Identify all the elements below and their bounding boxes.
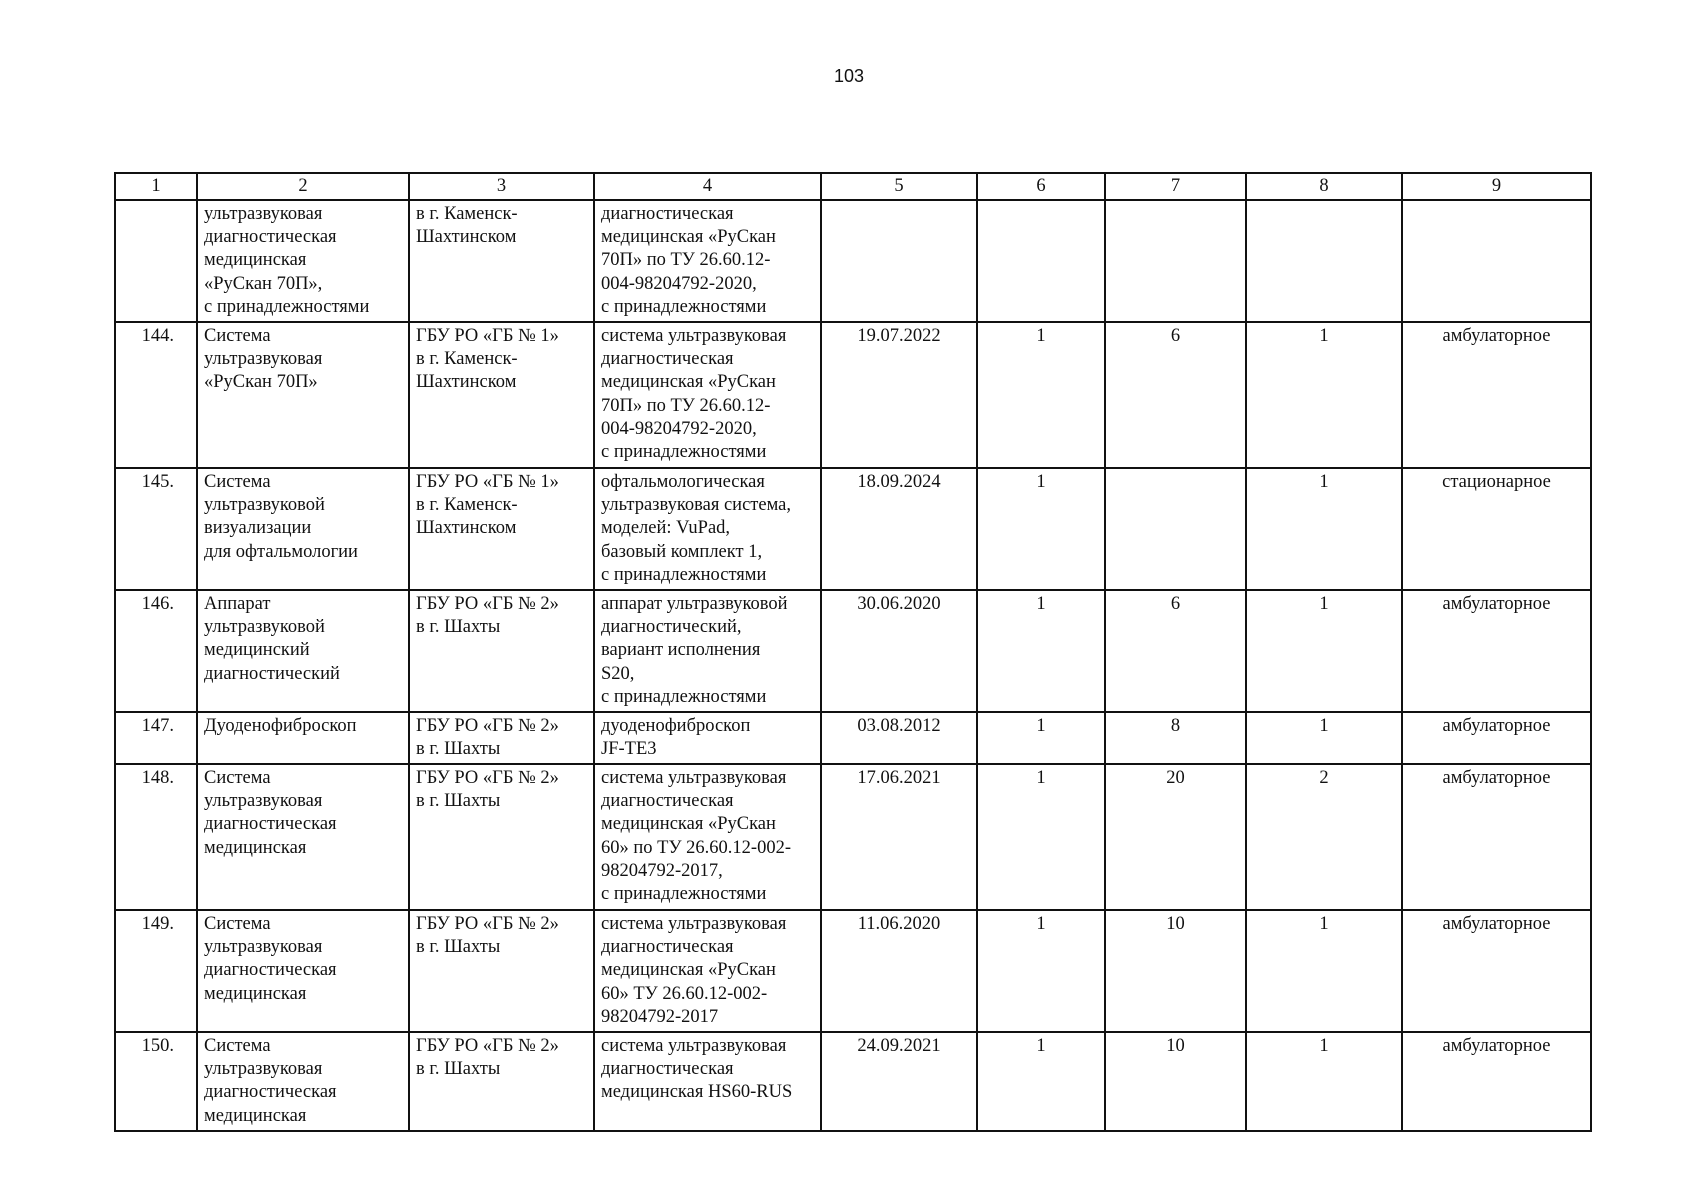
column-6-cell: 1 [977, 910, 1105, 1032]
table-row-continuation [115, 200, 1591, 322]
column-8-cell: 2 [1246, 764, 1402, 910]
date-cell [821, 200, 977, 322]
date-cell: 19.07.2022 [821, 322, 977, 468]
column-number: 8 [1246, 173, 1402, 200]
date-cell: 17.06.2021 [821, 764, 977, 910]
table-row [115, 764, 1591, 910]
row-number-cell: 144. [115, 322, 197, 468]
equipment-name-cell: Система ультразвуковая диагностическая медицинская [197, 1032, 409, 1131]
model-cell: система ультразвуковая диагностическая медицинская HS60-RUS [594, 1032, 821, 1131]
date-cell: 24.09.2021 [821, 1032, 977, 1131]
column-7-cell [1105, 468, 1246, 590]
column-7-cell [1105, 200, 1246, 322]
column-8-cell: 1 [1246, 468, 1402, 590]
column-6-cell: 1 [977, 1032, 1105, 1131]
column-number: 3 [409, 173, 594, 200]
model-cell: система ультразвуковая диагностическая медицинская «РуСкан 60» ТУ 26.60.12-002- 98204792-2017 [594, 910, 821, 1032]
organization-cell: ГБУ РО «ГБ № 2» в г. Шахты [409, 764, 594, 910]
equipment-name-cell: Система ультразвуковой визуализации для офтальмологии [197, 468, 409, 590]
organization-cell: ГБУ РО «ГБ № 1» в г. Каменск- Шахтинском [409, 468, 594, 590]
model-cell: диагностическая медицинская «РуСкан 70П» по ТУ 26.60.12- 004-98204792-2020, с принадлежностями [594, 200, 821, 322]
organization-cell: ГБУ РО «ГБ № 2» в г. Шахты [409, 712, 594, 764]
column-8-cell [1246, 200, 1402, 322]
service-type-cell: стационарное [1402, 468, 1591, 590]
equipment-name-cell: Дуоденофиброскоп [197, 712, 409, 764]
equipment-name-cell: ультразвуковая диагностическая медицинская «РуСкан 70П», с принадлежностями [197, 200, 409, 322]
model-cell: офтальмологическая ультразвуковая система, моделей: VuPad, базовый комплект 1, с принадлежностями [594, 468, 821, 590]
column-8-cell: 1 [1246, 712, 1402, 764]
date-cell: 18.09.2024 [821, 468, 977, 590]
row-number-cell: 149. [115, 910, 197, 1032]
organization-cell: в г. Каменск- Шахтинском [409, 200, 594, 322]
table-row [115, 590, 1591, 712]
row-number-cell [115, 200, 197, 322]
organization-cell: ГБУ РО «ГБ № 2» в г. Шахты [409, 590, 594, 712]
service-type-cell: амбулаторное [1402, 590, 1591, 712]
model-cell: система ультразвуковая диагностическая медицинская «РуСкан 60» по ТУ 26.60.12-002- 98204792-2017, с принадлежностями [594, 764, 821, 910]
column-8-cell: 1 [1246, 1032, 1402, 1131]
row-number-cell: 148. [115, 764, 197, 910]
column-8-cell: 1 [1246, 910, 1402, 1032]
page-number: 103 [833, 66, 865, 86]
date-cell: 30.06.2020 [821, 590, 977, 712]
service-type-cell: амбулаторное [1402, 322, 1591, 468]
column-6-cell: 1 [977, 590, 1105, 712]
column-number: 5 [821, 173, 977, 200]
table-row [115, 712, 1591, 764]
table-row [115, 468, 1591, 590]
equipment-table [114, 172, 1592, 1132]
date-cell: 11.06.2020 [821, 910, 977, 1032]
column-8-cell: 1 [1246, 322, 1402, 468]
column-7-cell: 10 [1105, 1032, 1246, 1131]
model-cell: система ультразвуковая диагностическая медицинская «РуСкан 70П» по ТУ 26.60.12- 004-98204792-2020, с принадлежностями [594, 322, 821, 468]
model-cell: дуоденофиброскоп JF-TE3 [594, 712, 821, 764]
table-row [115, 910, 1591, 1032]
column-number-row [115, 173, 1591, 200]
column-number: 7 [1105, 173, 1246, 200]
row-number-cell: 145. [115, 468, 197, 590]
column-8-cell: 1 [1246, 590, 1402, 712]
table-header [115, 173, 1591, 200]
service-type-cell [1402, 200, 1591, 322]
row-number-cell: 150. [115, 1032, 197, 1131]
table-body [115, 200, 1591, 1131]
column-6-cell: 1 [977, 468, 1105, 590]
column-6-cell [977, 200, 1105, 322]
equipment-name-cell: Система ультразвуковая диагностическая медицинская [197, 910, 409, 1032]
column-number: 4 [594, 173, 821, 200]
column-7-cell: 6 [1105, 322, 1246, 468]
column-number: 2 [197, 173, 409, 200]
equipment-name-cell: Система ультразвуковая «РуСкан 70П» [197, 322, 409, 468]
column-number: 6 [977, 173, 1105, 200]
organization-cell: ГБУ РО «ГБ № 1» в г. Каменск- Шахтинском [409, 322, 594, 468]
column-6-cell: 1 [977, 712, 1105, 764]
column-number: 1 [115, 173, 197, 200]
equipment-name-cell: Система ультразвуковая диагностическая медицинская [197, 764, 409, 910]
column-7-cell: 6 [1105, 590, 1246, 712]
column-6-cell: 1 [977, 764, 1105, 910]
service-type-cell: амбулаторное [1402, 910, 1591, 1032]
column-7-cell: 10 [1105, 910, 1246, 1032]
model-cell: аппарат ультразвуковой диагностический, вариант исполнения S20, с принадлежностями [594, 590, 821, 712]
organization-cell: ГБУ РО «ГБ № 2» в г. Шахты [409, 910, 594, 1032]
row-number-cell: 147. [115, 712, 197, 764]
column-7-cell: 20 [1105, 764, 1246, 910]
row-number-cell: 146. [115, 590, 197, 712]
organization-cell: ГБУ РО «ГБ № 2» в г. Шахты [409, 1032, 594, 1131]
service-type-cell: амбулаторное [1402, 764, 1591, 910]
table-row [115, 1032, 1591, 1131]
column-6-cell: 1 [977, 322, 1105, 468]
column-7-cell: 8 [1105, 712, 1246, 764]
date-cell: 03.08.2012 [821, 712, 977, 764]
service-type-cell: амбулаторное [1402, 1032, 1591, 1131]
column-number: 9 [1402, 173, 1591, 200]
equipment-name-cell: Аппарат ультразвуковой медицинский диагностический [197, 590, 409, 712]
table-row [115, 322, 1591, 468]
service-type-cell: амбулаторное [1402, 712, 1591, 764]
